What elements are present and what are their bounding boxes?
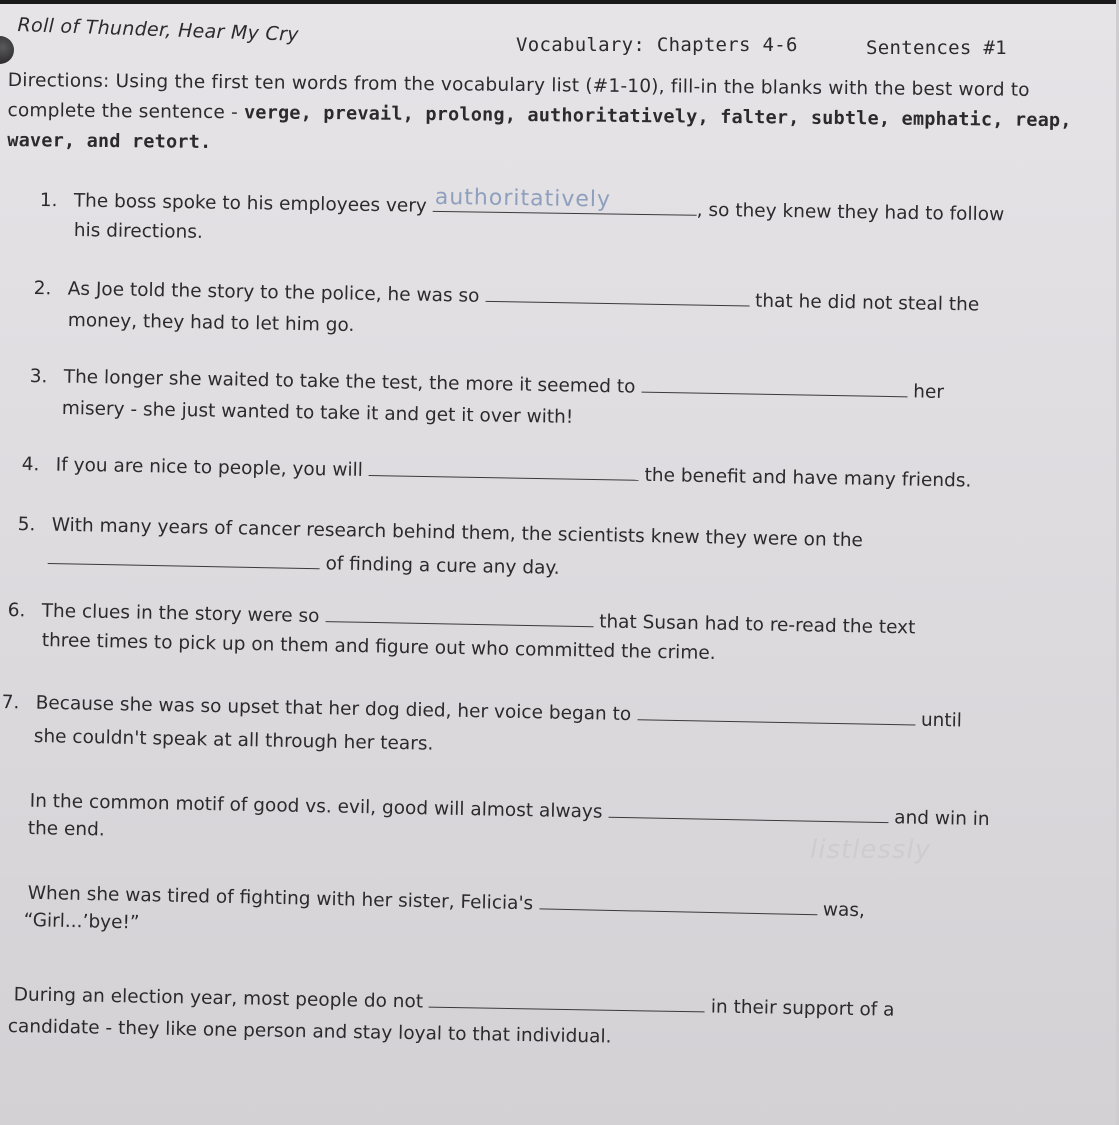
directions-text: Directions: Using the first ten words from the vocabulary list (#1-10), fill-in the blanks with the best word to complete the sentence - <box>7 69 1030 124</box>
question-text: In the common motif of good vs. evil, good will almost always <box>29 790 603 823</box>
top-edge <box>0 0 1119 4</box>
sentences-heading: Sentences #1 <box>866 37 1007 59</box>
answer-blank[interactable] <box>637 701 915 725</box>
question-number: 6. <box>7 599 26 622</box>
question-text: With many years of cancer research behind them, the scientists knew they were on the <box>51 514 864 552</box>
question-text-after: of finding a cure any day. <box>325 553 560 579</box>
answer-blank[interactable] <box>608 799 888 823</box>
question-text: As Joe told the story to the police, he was so <box>67 278 480 307</box>
question-text-after: , so they knew they had to follow <box>696 199 1005 226</box>
question-5-cont <box>48 545 560 579</box>
question-number: 4. <box>21 453 40 476</box>
answer-blank[interactable] <box>48 545 320 569</box>
question-7-cont: she couldn't speak at all through her tears. <box>33 726 434 755</box>
handwritten-answer: authoritatively <box>434 184 612 213</box>
question-text-after: the benefit and have many friends. <box>644 464 972 492</box>
question-number: 1. <box>39 189 58 212</box>
question-text: The boss spoke to his employees very <box>73 190 427 217</box>
question-text-after: her <box>913 381 945 403</box>
question-3-cont: misery - she just wanted to take it and get it over with! <box>61 398 574 428</box>
bleed-through-text: listlessly <box>810 835 932 865</box>
answer-blank[interactable] <box>641 374 907 398</box>
book-title: Roll of Thunder, Hear My Cry <box>17 14 300 46</box>
question-1-cont: his directions. <box>73 220 203 243</box>
question-8-cont: the end. <box>27 818 105 841</box>
question-text: When she was tired of fighting with her sister, Felicia's <box>27 882 534 915</box>
question-number <box>0 980 14 1010</box>
answer-blank[interactable] <box>325 603 593 627</box>
vocab-word-list: verge, prevail, prolong, authoritatively, falter, subtle, emphatic, reap, waver, and retort. <box>7 102 1072 153</box>
answer-blank[interactable] <box>485 283 749 307</box>
question-text: The longer she waited to take the test, the more it seemed to <box>63 366 636 398</box>
question-4 <box>21 450 971 497</box>
question-text: During an election year, most people do not <box>13 984 424 1013</box>
question-10-cont: candidate - they like one person and stay loyal to that individual. <box>7 1016 612 1048</box>
question-text: Because she was so upset that her dog died, her voice began to <box>35 692 632 726</box>
question-text-after: in their support of a <box>710 996 895 1021</box>
answer-blank[interactable] <box>539 890 817 915</box>
question-9-cont: “Girl...’bye!” <box>23 910 140 934</box>
vocab-heading: Vocabulary: Chapters 4-6 <box>516 34 798 56</box>
question-text-after: was, <box>822 899 866 922</box>
question-number <box>0 786 30 817</box>
binder-hole <box>0 36 14 64</box>
question-text-after: and win in <box>894 807 990 831</box>
answer-blank[interactable] <box>433 184 697 216</box>
question-6-cont: three times to pick up on them and figure out who committed the crime. <box>41 630 716 664</box>
directions <box>7 66 1088 166</box>
question-8 <box>0 786 990 835</box>
question-number: 7. <box>1 691 20 714</box>
question-number: 3. <box>29 365 48 388</box>
question-text-after: until <box>920 709 963 732</box>
question-text-after: that Susan had to re-read the text <box>598 611 916 639</box>
question-text: The clues in the story were so <box>41 600 320 627</box>
question-text-after: that he did not steal the <box>754 290 980 316</box>
answer-blank[interactable] <box>429 989 705 1013</box>
question-number <box>0 898 28 899</box>
question-number: 5. <box>17 513 36 536</box>
question-text: If you are nice to people, you will <box>55 454 364 481</box>
question-2-cont: money, they had to let him go. <box>67 310 355 336</box>
answer-blank[interactable] <box>369 457 639 481</box>
question-number: 2. <box>33 277 52 300</box>
